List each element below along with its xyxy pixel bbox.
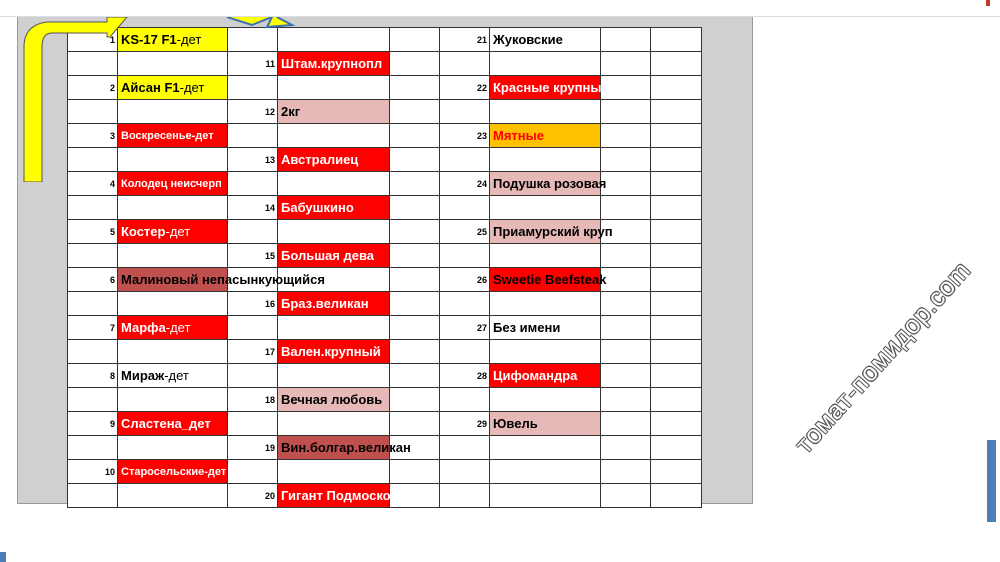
cell-number[interactable] [440,220,490,244]
cell-variety-a[interactable] [118,196,228,220]
table-row [68,292,441,316]
cell-variety-b[interactable] [278,316,390,340]
cell-extra[interactable] [390,340,441,364]
bent-arrow-shape [22,17,302,182]
cell-extra-1[interactable] [601,268,651,292]
variety-name: Подушка розовая [493,176,607,191]
cell-number-a[interactable] [68,412,118,436]
cell-number-a[interactable] [68,220,118,244]
variety-name: Без имени [493,320,561,335]
row-number: 11 [265,58,275,69]
cell-number-b[interactable] [228,364,278,388]
variety-name: Гигант Подмосковья [281,488,415,503]
row-number: 13 [264,154,275,165]
row-number: 17 [264,346,275,357]
table-row [68,412,441,436]
cell-number-b[interactable] [228,316,278,340]
variety-name: Красные крупные [493,80,609,95]
cell-number-b[interactable] [228,436,278,460]
cell-empty[interactable] [601,436,651,460]
variety-name: Большая дева [281,248,375,263]
table-row [440,244,702,268]
row-number: 1 [109,34,115,45]
cell-number-a[interactable] [68,268,118,292]
table-row [440,388,702,412]
cell-number[interactable] [440,268,490,292]
table-row [440,220,702,244]
cell-empty[interactable] [490,244,601,268]
cell-variety-b[interactable] [278,220,390,244]
cell-extra-2[interactable] [651,28,702,52]
cell-empty[interactable] [440,436,490,460]
cell-empty[interactable] [440,100,490,124]
cell-extra[interactable] [390,28,441,52]
variety-name: Мятные [493,128,544,143]
table-row [68,196,441,220]
variety-name: Приамурский круп [493,224,613,239]
cell-extra-2[interactable] [651,460,702,484]
cell-variety[interactable] [490,124,601,148]
row-number: 5 [109,226,115,237]
row-number: 12 [264,106,275,117]
cell-empty[interactable] [490,340,601,364]
table-row [68,484,441,508]
cell-empty[interactable] [440,52,490,76]
cell-extra[interactable] [390,412,441,436]
cell-variety-b[interactable] [278,340,390,364]
cell-variety-a[interactable] [118,316,228,340]
row-number: 18 [264,394,275,405]
cell-number-a[interactable] [68,484,118,508]
cell-empty[interactable] [651,148,702,172]
row-number: 15 [264,250,275,261]
variety-name: 2кг [281,104,301,119]
cell-variety-a[interactable] [118,388,228,412]
cell-number[interactable] [440,28,490,52]
cell-number-a[interactable] [68,292,118,316]
cell-variety-b[interactable] [278,412,390,436]
window-corner-mark [986,0,990,6]
cell-number-b[interactable] [228,412,278,436]
cell-empty[interactable] [440,388,490,412]
cell-variety[interactable] [490,316,601,340]
cell-variety-a[interactable] [118,460,228,484]
cell-empty[interactable] [601,196,651,220]
row-number: 9 [109,418,115,429]
watermark-text: томат-помидор.com [790,256,977,459]
cell-extra-1[interactable] [601,412,651,436]
table-row [68,388,441,412]
table-row [440,52,702,76]
variety-name: Марфа [121,320,166,335]
variety-suffix: -дет [165,224,191,239]
row-number: 14 [264,202,275,213]
cell-variety[interactable] [490,172,607,196]
cell-empty[interactable] [490,196,601,220]
cell-extra[interactable] [390,76,441,100]
cell-variety-a[interactable] [118,412,228,436]
cell-extra-1[interactable] [601,460,651,484]
cell-extra-1[interactable] [601,172,651,196]
cell-empty[interactable] [651,388,702,412]
table-row [68,316,441,340]
cell-variety[interactable] [490,412,601,436]
cell-empty[interactable] [651,244,702,268]
cell-empty[interactable] [601,148,651,172]
cell-extra-2[interactable] [651,268,702,292]
window-top-bar [0,0,1000,17]
table-row [68,268,441,292]
variety-name: Воскресенье-дет [121,129,214,142]
variety-name: Костер [121,224,166,239]
variety-name: Австралиец [281,152,359,167]
cell-empty[interactable] [651,52,702,76]
cell-empty[interactable] [651,100,702,124]
cell-number[interactable] [440,172,490,196]
cell-extra[interactable] [390,172,441,196]
row-number: 21 [476,34,487,45]
cell-variety-b[interactable] [278,292,390,316]
cell-variety-a[interactable] [118,220,228,244]
cell-extra[interactable] [390,292,441,316]
row-number: 16 [264,298,275,309]
scrollbar-thumb[interactable] [987,440,996,522]
row-number: 19 [264,442,275,453]
row-number: 23 [476,130,487,141]
cell-extra[interactable] [390,316,441,340]
table-row [440,100,702,124]
variety-suffix: -дет [164,368,189,383]
cell-empty[interactable] [651,292,702,316]
cell-extra-1[interactable] [601,316,651,340]
cell-extra-1[interactable] [601,28,651,52]
cell-empty[interactable] [601,484,651,508]
cell-variety-a[interactable] [118,244,228,268]
cell-extra[interactable] [390,244,441,268]
cell-variety-a[interactable] [118,436,228,460]
row-number: 29 [476,418,487,429]
cell-variety[interactable] [490,460,601,484]
cell-number-b[interactable] [228,220,278,244]
right-variety-table [439,27,702,508]
row-number: 4 [109,178,115,189]
table-row [440,292,702,316]
variety-name: KS-17 F1 [121,32,177,47]
cell-empty[interactable] [490,484,601,508]
cell-number-b[interactable] [228,244,278,268]
cell-extra[interactable] [390,196,441,220]
table-row [440,76,702,100]
table-row [68,460,441,484]
cell-empty[interactable] [490,436,601,460]
variety-name: Айсан F1 [121,80,180,95]
variety-name: Сластена_дет [121,416,211,431]
table-row [68,220,441,244]
cell-empty[interactable] [440,484,490,508]
table-row [440,436,702,460]
cell-extra-2[interactable] [651,76,702,100]
table-row [440,196,702,220]
cell-empty[interactable] [651,484,702,508]
cell-number-a[interactable] [68,460,118,484]
variety-name: Штам.крупнопл [281,56,383,71]
variety-name: Бабушкино [281,200,354,215]
cell-variety-b[interactable] [278,364,390,388]
variety-suffix: -дет [165,320,191,335]
cell-extra[interactable] [390,52,441,76]
variety-name: Вечная любовь [281,392,383,407]
cell-number-a[interactable] [68,316,118,340]
cell-variety[interactable] [490,268,607,292]
cell-variety-a[interactable] [118,484,228,508]
cell-number-b[interactable] [228,460,278,484]
variety-name: Старосельские-дет [121,465,227,478]
cell-empty[interactable] [601,100,651,124]
cell-empty[interactable] [440,292,490,316]
table-row [68,244,441,268]
variety-name: Браз.великан [281,296,369,311]
cell-empty[interactable] [651,436,702,460]
variety-name: Sweetie Beefsteak [493,272,607,287]
cell-number[interactable] [440,76,490,100]
cell-extra-2[interactable] [651,364,702,388]
cell-number[interactable] [440,460,490,484]
cell-number[interactable] [440,364,490,388]
row-number: 24 [476,178,487,189]
row-number: 25 [476,226,487,237]
cell-variety-b[interactable] [278,436,411,460]
cell-number-b[interactable] [228,340,278,364]
cell-empty[interactable] [440,244,490,268]
cell-variety-b[interactable] [278,196,390,220]
cell-empty[interactable] [490,388,601,412]
cell-number-b[interactable] [228,484,278,508]
cell-number-a[interactable] [68,196,118,220]
cell-extra[interactable] [390,364,441,388]
row-number: 28 [476,370,487,381]
cell-extra[interactable] [390,268,441,292]
cell-empty[interactable] [440,340,490,364]
cell-extra-2[interactable] [651,412,702,436]
cell-variety-a[interactable] [118,292,228,316]
cell-empty[interactable] [490,292,601,316]
variety-name: Вален.крупный [281,344,381,359]
table-row [440,172,702,196]
row-number: 26 [476,274,487,285]
variety-name: Вин.болгар.великан [281,440,411,455]
cell-extra[interactable] [390,220,441,244]
cell-number-b[interactable] [228,196,278,220]
cell-empty[interactable] [490,148,601,172]
cell-extra-2[interactable] [651,220,702,244]
table-row [440,484,702,508]
cell-variety-a[interactable] [118,340,228,364]
table-row [68,364,441,388]
cell-empty[interactable] [601,340,651,364]
cell-empty[interactable] [601,52,651,76]
variety-name: Цифомандра [493,368,578,383]
cell-variety[interactable] [490,220,613,244]
cell-number[interactable] [440,412,490,436]
cell-extra-1[interactable] [601,364,651,388]
cell-variety[interactable] [490,364,601,388]
row-number: 2 [109,82,115,93]
cell-variety-a[interactable] [118,364,228,388]
table-row [440,268,702,292]
table-row [440,460,702,484]
cell-empty[interactable] [440,196,490,220]
cell-extra[interactable] [390,124,441,148]
cell-empty[interactable] [651,340,702,364]
variety-name: Ювель [493,416,538,431]
row-number: 3 [109,130,115,141]
corner-marker [0,552,6,562]
cell-extra[interactable] [390,460,441,484]
table-row [440,316,702,340]
cell-extra-2[interactable] [651,316,702,340]
cell-variety-b[interactable] [278,460,390,484]
cell-number-b[interactable] [228,292,278,316]
cell-number[interactable] [440,316,490,340]
cell-empty[interactable] [440,148,490,172]
table-row [68,436,441,460]
cell-extra[interactable] [390,100,441,124]
cell-variety-b[interactable] [278,388,390,412]
cell-variety[interactable] [490,76,609,100]
variety-suffix: -дет [176,32,202,47]
cell-number-a[interactable] [68,244,118,268]
table-row [440,340,702,364]
cell-empty[interactable] [601,292,651,316]
variety-name: Жуковские [493,32,563,47]
cell-number-a[interactable] [68,340,118,364]
row-number: 10 [104,466,115,477]
cell-empty[interactable] [601,388,651,412]
cell-empty[interactable] [490,52,601,76]
cell-empty[interactable] [651,196,702,220]
variety-name: Малиновый непасынкующийся [121,272,325,287]
row-number: 7 [109,322,115,333]
table-row [440,28,702,52]
row-number: 20 [264,490,275,501]
cell-number-a[interactable] [68,364,118,388]
variety-name: Мираж [121,368,165,383]
table-row [440,124,702,148]
cell-extra-1[interactable] [601,124,651,148]
row-number: 8 [109,370,115,381]
cell-empty[interactable] [490,100,601,124]
cell-empty[interactable] [601,244,651,268]
cell-extra[interactable] [390,148,441,172]
table-row [440,364,702,388]
cell-variety-a[interactable] [118,268,325,292]
cell-extra-2[interactable] [651,124,702,148]
row-number: 6 [109,274,115,285]
cell-number-a[interactable] [68,388,118,412]
table-row [440,148,702,172]
cell-extra-2[interactable] [651,172,702,196]
cell-variety-b[interactable] [278,484,415,508]
cell-number-a[interactable] [68,436,118,460]
row-number: 27 [476,322,487,333]
row-number: 22 [476,82,487,93]
cell-number-b[interactable] [228,388,278,412]
cell-variety[interactable] [490,28,601,52]
variety-suffix: -дет [179,80,205,95]
variety-name: Колодец неисчерп [121,177,222,190]
table-row [440,412,702,436]
cell-extra[interactable] [390,388,441,412]
cell-variety-b[interactable] [278,244,390,268]
cell-number[interactable] [440,124,490,148]
table-row [68,340,441,364]
